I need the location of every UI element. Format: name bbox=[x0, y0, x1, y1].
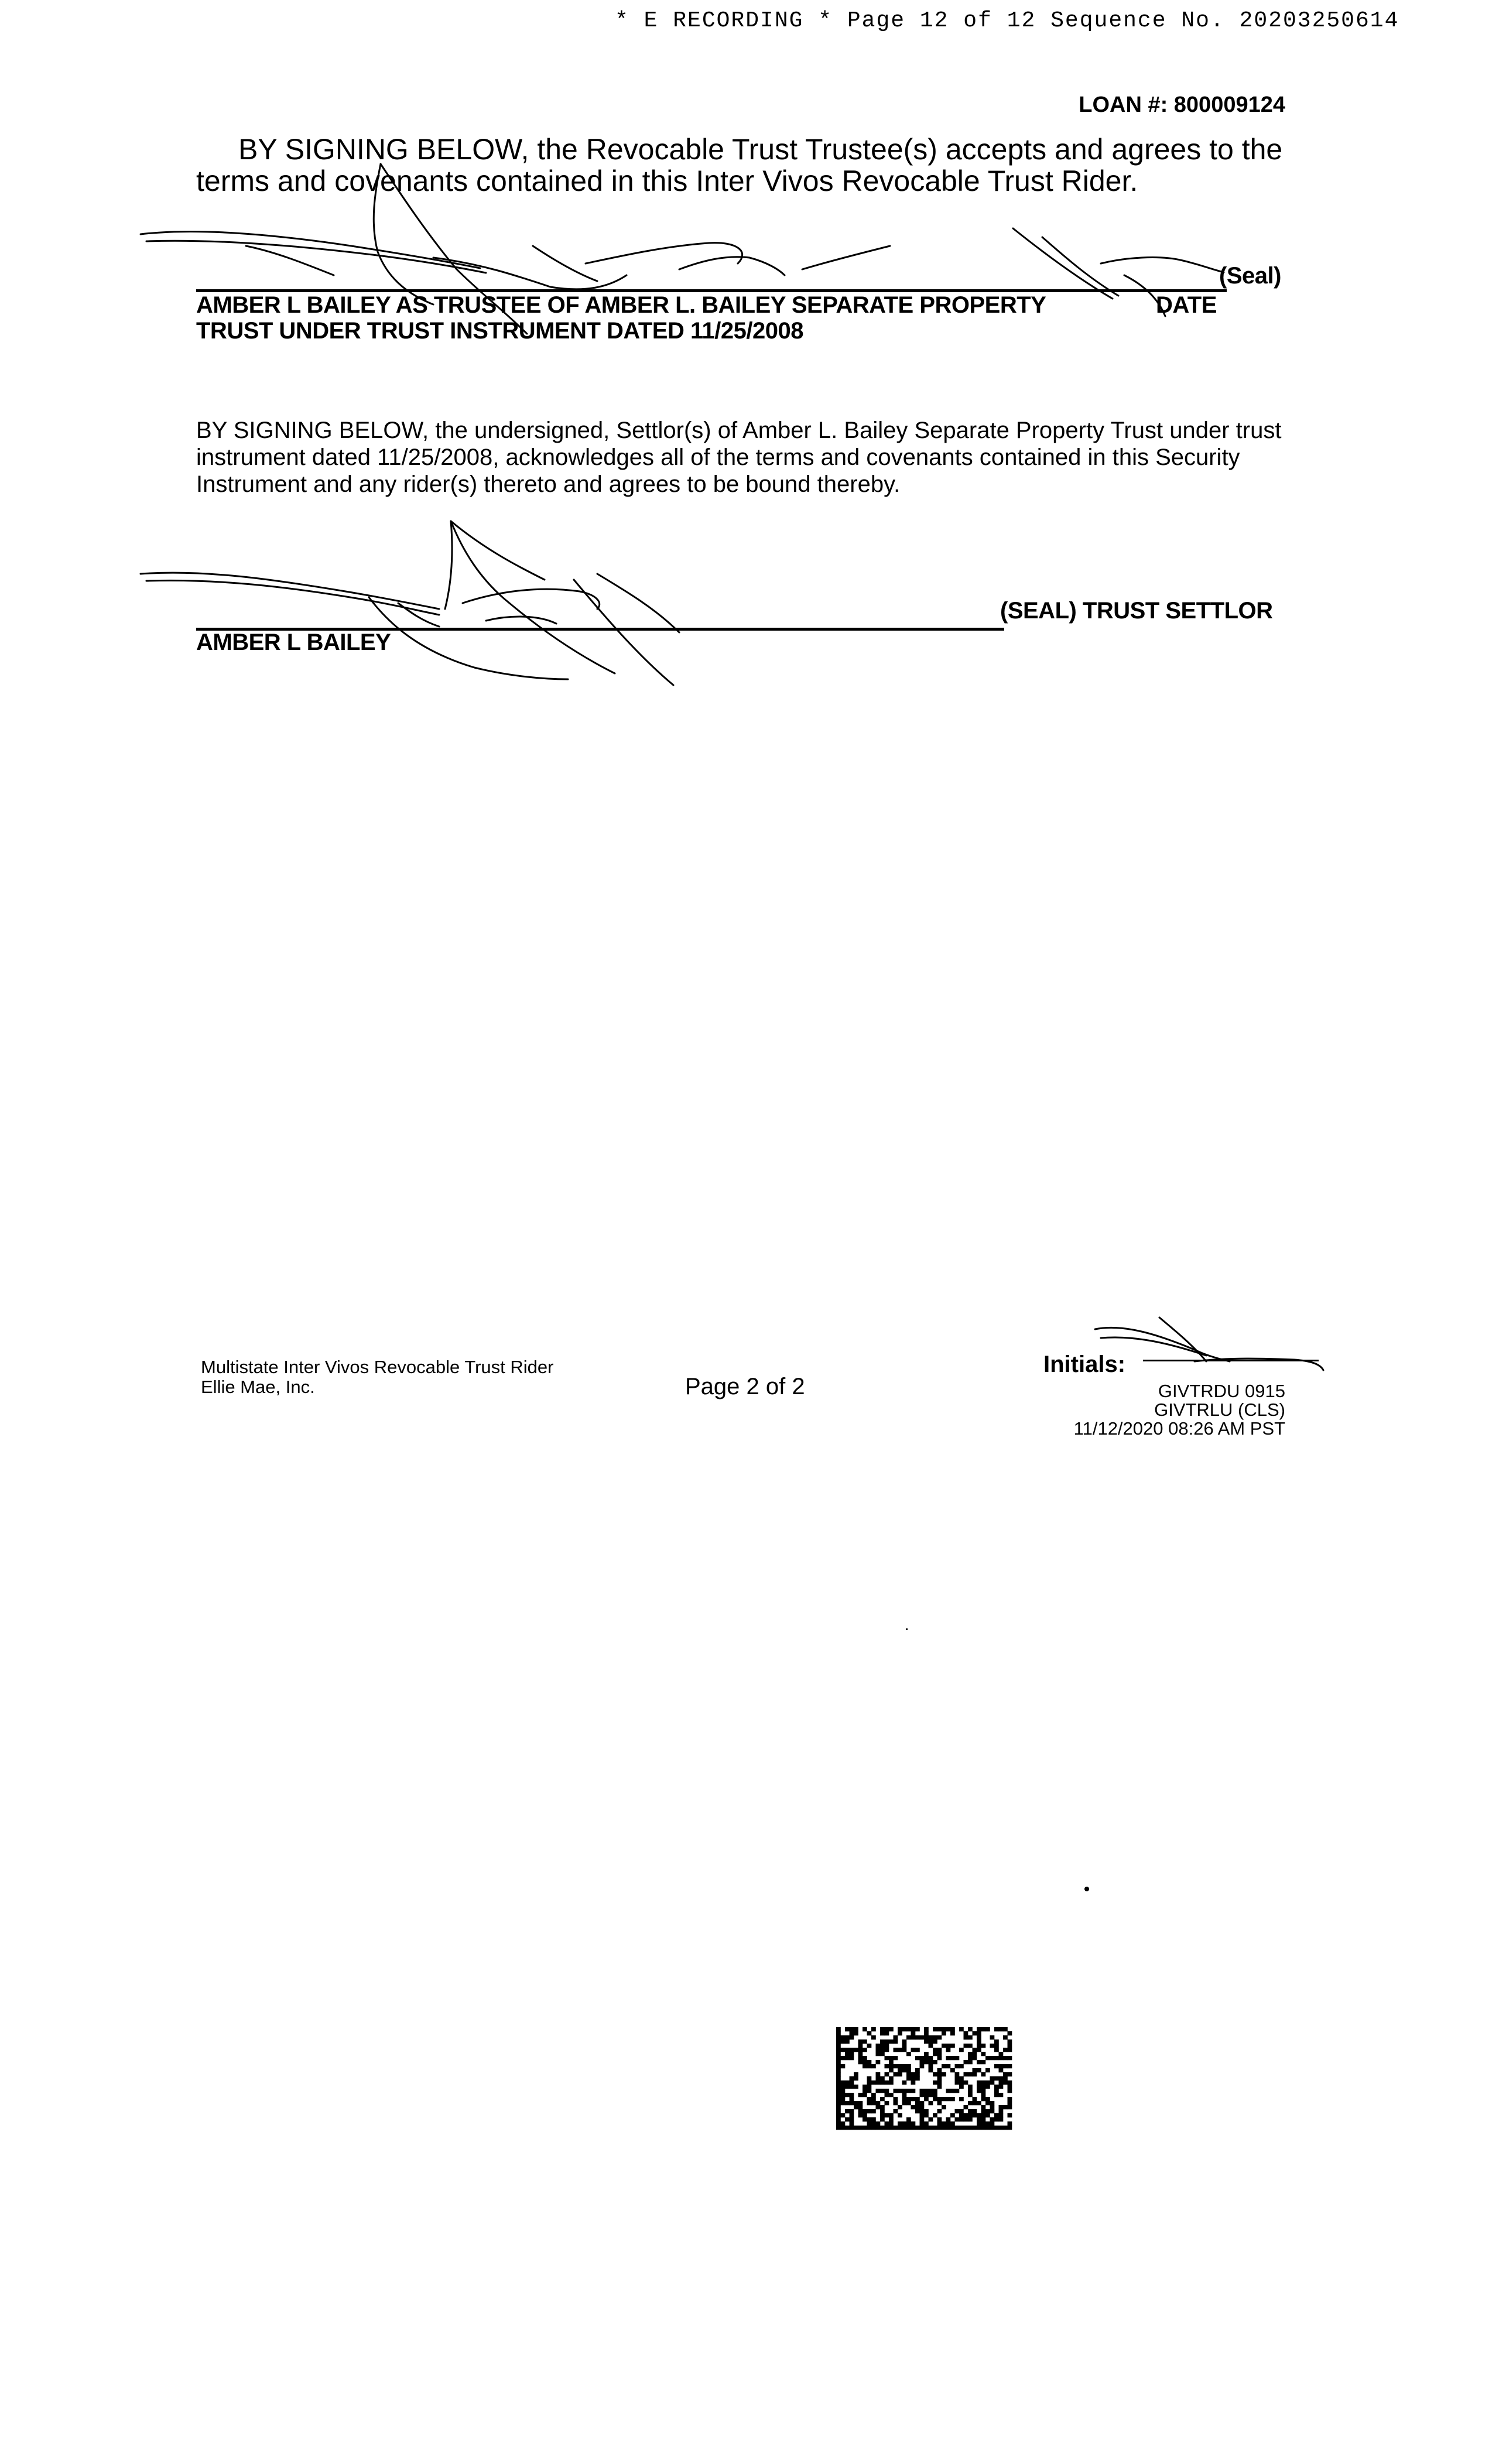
page-number: Page 2 of 2 bbox=[685, 1374, 805, 1399]
form-company: Ellie Mae, Inc. bbox=[201, 1377, 315, 1397]
initials-label: Initials: bbox=[1043, 1351, 1126, 1377]
settlor-signature bbox=[135, 515, 779, 703]
trustee-seal-label: (Seal) bbox=[1219, 263, 1281, 289]
scan-speck bbox=[906, 1628, 908, 1630]
barcode-2d bbox=[836, 2027, 1012, 2130]
trustee-date-label: DATE bbox=[1156, 292, 1217, 318]
trustee-name-line1: AMBER L BAILEY AS TRUSTEE OF AMBER L. BAILEY SEPARATE PROPERTY bbox=[196, 292, 1046, 318]
recording-header: * E RECORDING * Page 12 of 12 Sequence No. 20203250614 bbox=[615, 8, 1399, 33]
form-code-2: GIVTRLU (CLS) bbox=[1154, 1399, 1285, 1420]
settlor-name: AMBER L BAILEY bbox=[196, 629, 391, 655]
initials-line bbox=[1143, 1360, 1319, 1361]
loan-number: LOAN #: 800009124 bbox=[1079, 93, 1285, 117]
form-code-1: GIVTRDU 0915 bbox=[1158, 1381, 1285, 1401]
trustee-name-line2: TRUST UNDER TRUST INSTRUMENT DATED 11/25/2008 bbox=[196, 318, 803, 344]
form-timestamp: 11/12/2020 08:26 AM PST bbox=[1073, 1418, 1285, 1439]
trustee-intro-text: BY SIGNING BELOW, the Revocable Trust Trustee(s) accepts and agrees to the terms and covenants contained in this Inter Vivos Revocable Trust Rider. bbox=[196, 133, 1283, 197]
form-codes bbox=[1074, 1382, 1285, 1438]
settlor-acknowledgment-text: BY SIGNING BELOW, the undersigned, Settlor(s) of Amber L. Bailey Separate Property Trust under trust instrument dated 11/25/2008, acknowledges all of the terms and covenants contained in this Security Instrument and any rider(s) thereto and agrees to be bound thereby. bbox=[196, 417, 1282, 497]
form-info bbox=[201, 1357, 553, 1397]
scan-speck bbox=[1084, 1887, 1089, 1891]
initials-signature bbox=[1089, 1306, 1323, 1376]
form-title: Multistate Inter Vivos Revocable Trust Rider bbox=[201, 1357, 554, 1377]
settlor-seal-label: (SEAL) TRUST SETTLOR bbox=[1000, 598, 1273, 624]
